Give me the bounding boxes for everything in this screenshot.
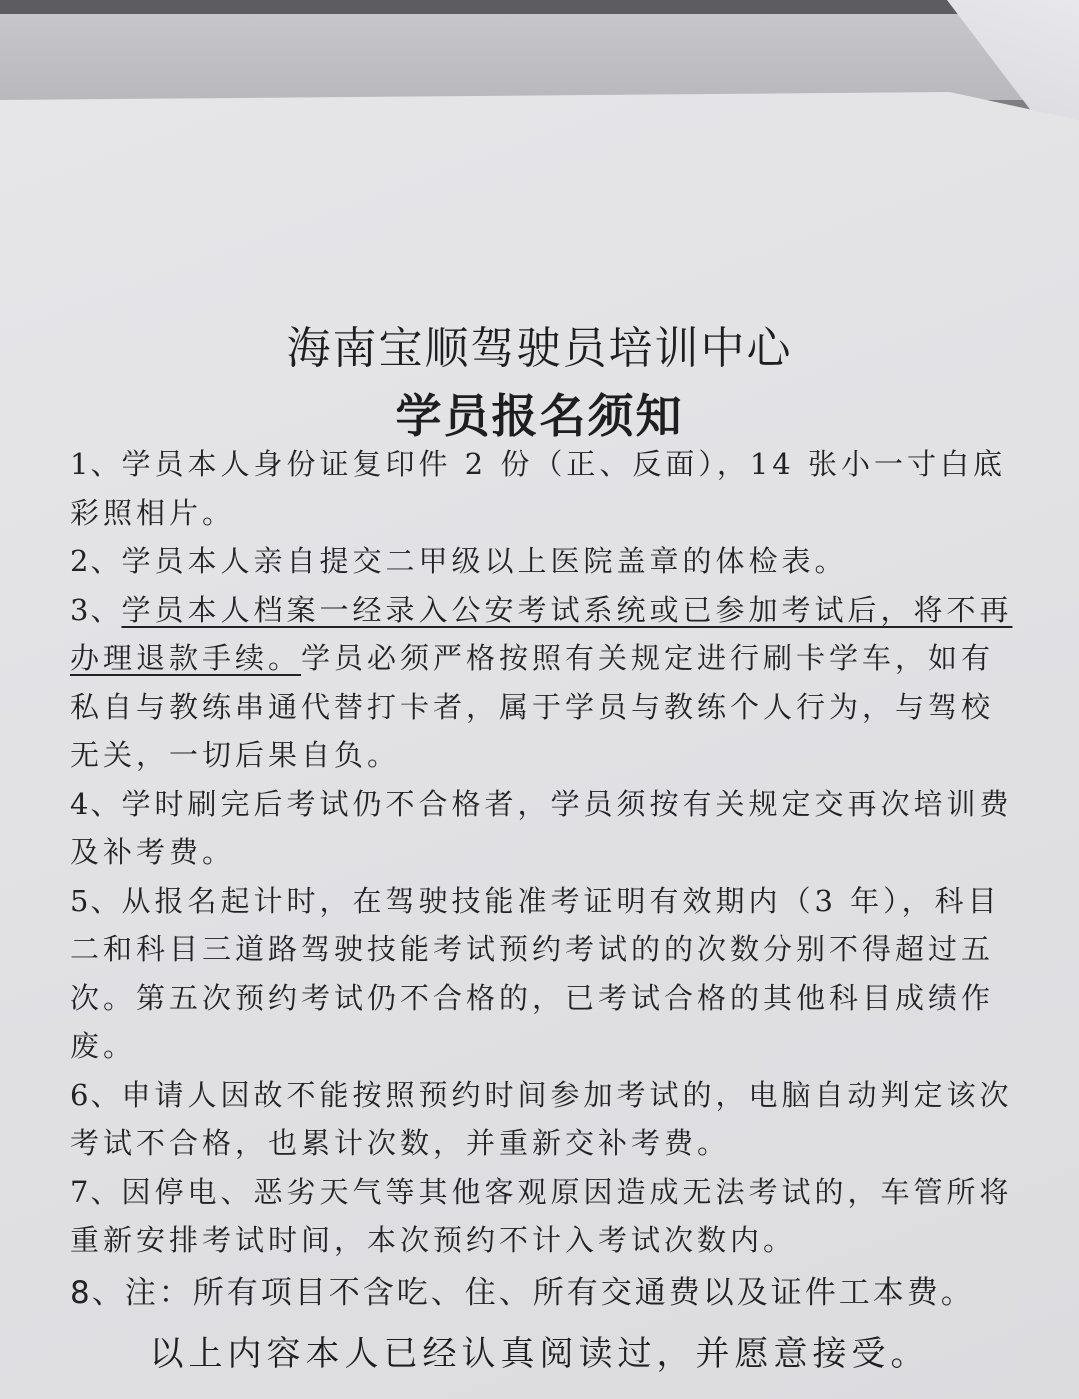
background-sheet — [0, 0, 1079, 100]
item-text: 因停电、恶劣天气等其他客观原因造成无法考试的，车管所将重新安排考试时间，本次预约不计入考试次数内。 — [70, 1174, 1013, 1257]
notice-item-6 — [70, 1071, 1025, 1168]
item-text: 从报名起计时，在驾驶技能准考证明有效期内（3 年），科目二和科目三道路驾驶技能考试预约考试的的次数分别不得超过五次。第五次预约考试仍不合格的，已考试合格的其他科目成绩作废。 — [70, 883, 1001, 1063]
item-number: 6、 — [70, 1077, 122, 1112]
document-title: 学员报名须知 — [395, 389, 684, 443]
item-number: 5、 — [70, 883, 122, 918]
item-text: 学时刷完后考试仍不合格者，学员须按有关规定交再次培训费及补考费。 — [70, 786, 1013, 869]
item-number: 7、 — [70, 1174, 122, 1209]
item-number: 4、 — [70, 786, 122, 821]
background-edge — [0, 0, 1079, 14]
notice-item-1 — [70, 440, 1025, 537]
notice-list — [70, 440, 1025, 1317]
item-text: 申请人因故不能按照预约时间参加考试的，电脑自动判定该次考试不合格，也累计次数，并重新交补考费。 — [70, 1077, 1013, 1160]
item-number: 1、 — [70, 447, 122, 481]
org-name: 海南宝顺驾驶员培训中心 — [286, 323, 793, 374]
item-text: 注：所有项目不含吃、住、所有交通费以及证件工本费。 — [124, 1274, 975, 1311]
notice-item-5 — [70, 877, 1025, 1071]
item-text: 学员本人身份证复印件 2 份（正、反面），14 张小一寸白底彩照相片。 — [70, 447, 1006, 530]
notice-item-8 — [70, 1269, 1025, 1318]
notice-item-4 — [70, 780, 1025, 877]
item-underlined-text: 学员本人档案一经录入公安考试系统或已参加考试后，将不再办理退款手续。 — [70, 592, 1013, 675]
notice-item-3 — [70, 586, 1025, 780]
acknowledgement-statement: 以上内容本人已经认真阅读过，并愿意接受。 — [149, 1334, 930, 1374]
item-text: 学员必须严格按照有关规定进行刷卡学车，如有私自与教练串通代替打卡者，属于学员与教练个人行为，与驾校无关，一切后果自负。 — [70, 641, 995, 772]
notice-item-7 — [70, 1168, 1025, 1265]
notice-item-2 — [70, 537, 1025, 586]
item-number: 2、 — [70, 544, 122, 578]
item-number: 8、 — [70, 1274, 125, 1311]
item-text: 学员本人亲自提交二甲级以上医院盖章的体检表。 — [121, 544, 848, 578]
item-number: 3、 — [70, 592, 122, 627]
